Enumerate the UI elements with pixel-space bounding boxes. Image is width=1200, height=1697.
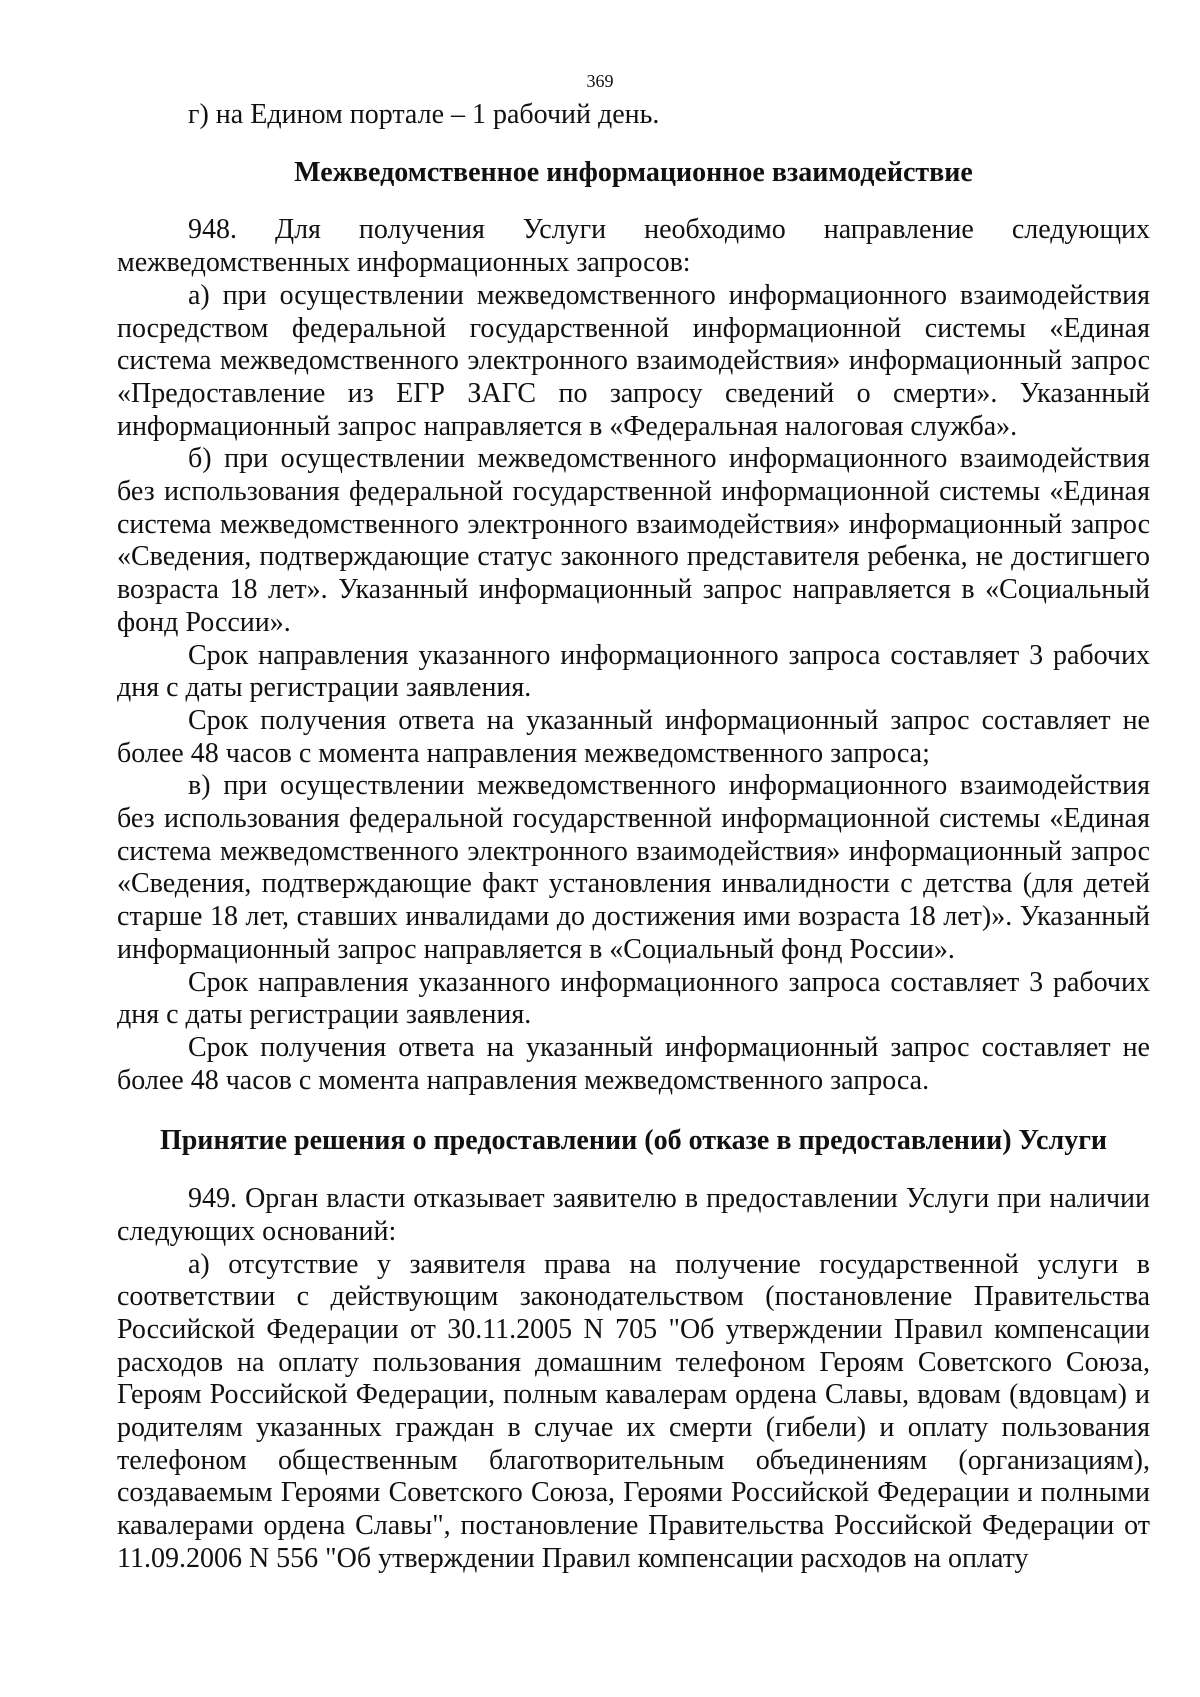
paragraph-948-a: а) при осуществлении межведомственного информационного взаимодействия посредством федеральной государственной информационной системы «Единая система межведомственного электронного взаимодействия» информационный запрос «Предоставление из ЕГР ЗАГС по запросу сведений о смерти». Указанный информационный запрос направляется в «Федеральная налоговая служба». (117, 279, 1150, 442)
document-body (117, 99, 1150, 1576)
page-number: 369 (586, 71, 614, 91)
paragraph-948-b-send-term: Срок направления указанного информационного запроса составляет 3 рабочих дня с даты регистрации заявления. (117, 639, 1150, 704)
paragraph-g-portal: г) на Едином портале – 1 рабочий день. (188, 99, 660, 130)
paragraph-948-v-response-term: Срок получения ответа на указанный информационный запрос составляет не более 48 часов с момента направления межведомственного запроса. (117, 1031, 1150, 1096)
section-heading-decision: Принятие решения о предоставлении (об отказе в предоставлении) Услуги (159, 1125, 1108, 1157)
paragraph-948-v: в) при осуществлении межведомственного информационного взаимодействия без использования федеральной государственной информационной системы «Единая система межведомственного электронного взаимодействия» информационный запрос «Сведения, подтверждающие факт установления инвалидности с детства (для детей старше 18 лет, ставших инвалидами до достижения ими возраста 18 лет)». Указанный информационный запрос направляется в «Социальный фонд России». (117, 770, 1150, 965)
section-heading-interagency: Межведомственное информационное взаимодействие (294, 156, 973, 188)
paragraph-949: 949. Орган власти отказывает заявителю в предоставлении Услуги при наличии следующих оснований: (117, 1183, 1150, 1247)
paragraph-948: 948. Для получения Услуги необходимо направление следующих межведомственных информационных запросов: (117, 214, 1150, 279)
paragraph-948-b-response-term: Срок получения ответа на указанный информационный запрос составляет не более 48 часов с момента направления межведомственного запроса; (117, 704, 1150, 769)
paragraph-948-v-send-term: Срок направления указанного информационного запроса составляет 3 рабочих дня с даты регистрации заявления. (117, 966, 1150, 1031)
paragraph-949-a: а) отсутствие у заявителя права на получение государственной услуги в соответствии с действующим законодательством (постановление Правительства Российской Федерации от 30.11.2005 N 705 "Об утверждении Правил компенсации расходов на оплату пользования домашним телефоном Героям Советского Союза, Героям Российской Федерации, полным кавалерам ордена Славы, вдовам (вдовцам) и родителям указанных граждан в случае их смерти (гибели) и оплату пользования телефоном общественным благотворительным объединениям (организациям), создаваемым Героями Советского Союза, Героями Российской Федерации и полными кавалерами ордена Славы", постановление Правительства Российской Федерации от 11.09.2006 N 556 "Об утверждении Правил компенсации расходов на оплату (117, 1248, 1150, 1574)
paragraph-948-b: б) при осуществлении межведомственного информационного взаимодействия без использования федеральной государственной информационной системы «Единая система межведомственного электронного взаимодействия» информационный запрос «Сведения, подтверждающие статус законного представителя ребенка, не достигшего возраста 18 лет». Указанный информационный запрос направляется в «Социальный фонд России». (117, 443, 1150, 638)
